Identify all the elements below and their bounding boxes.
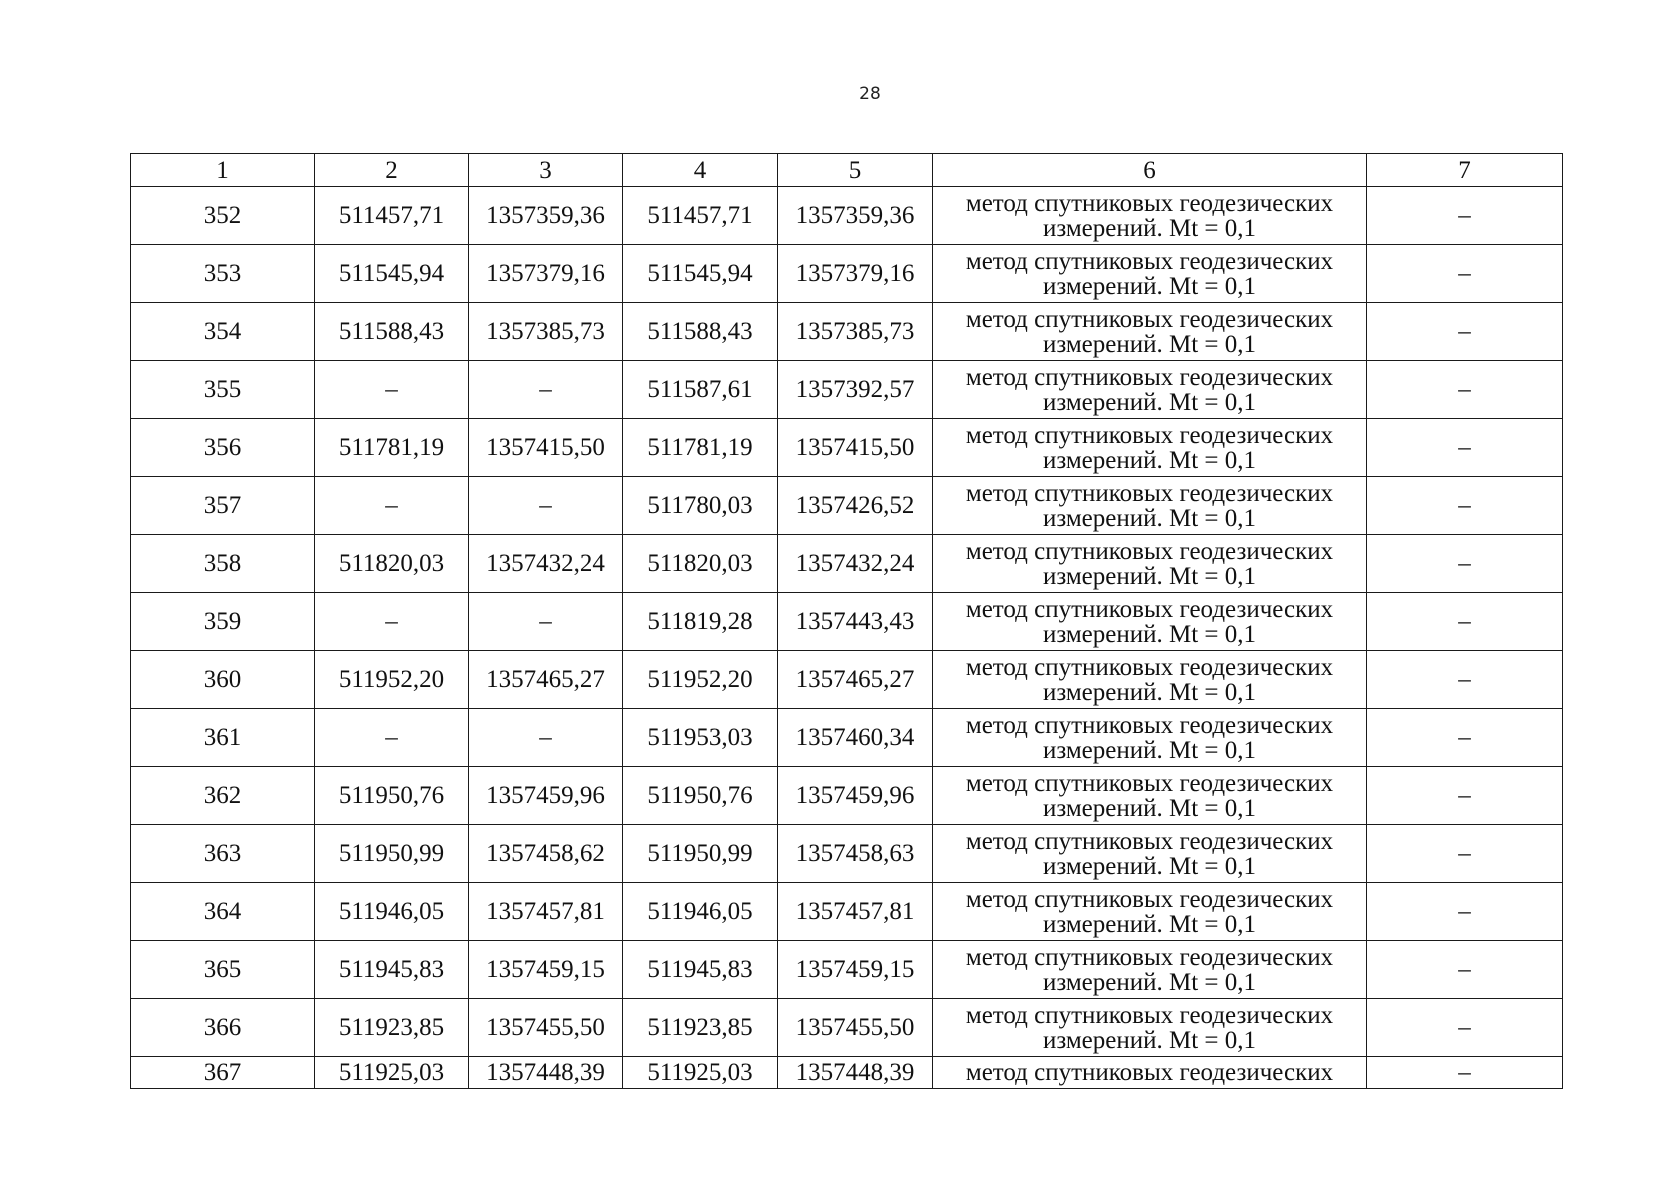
coordinate-cell: 511457,71: [315, 187, 469, 245]
method-cell: [933, 361, 1367, 419]
coordinate-cell: 1357379,16: [469, 245, 623, 303]
point-number-cell: 360: [131, 651, 315, 709]
method-line-1: метод спутниковых геодезических: [965, 305, 1334, 333]
coordinate-cell: 1357443,43: [778, 593, 933, 651]
point-number-cell: 353: [131, 245, 315, 303]
coordinate-cell: 511781,19: [315, 419, 469, 477]
method-line-2: измерений. Mt = 0,1: [1042, 852, 1257, 880]
method-line-1: метод спутниковых геодезических: [965, 1001, 1334, 1029]
method-line-2: измерений. Mt = 0,1: [1042, 910, 1257, 938]
column-7-cell: –: [1367, 535, 1563, 593]
method-line-1: метод спутниковых геодезических: [965, 189, 1334, 217]
coordinate-cell: 1357415,50: [778, 419, 933, 477]
coordinate-cell: 1357379,16: [778, 245, 933, 303]
method-line-1: метод спутниковых геодезических: [965, 537, 1334, 565]
coordinate-cell: 1357455,50: [778, 999, 933, 1057]
column-7-cell: –: [1367, 651, 1563, 709]
column-header: 6: [933, 154, 1367, 187]
coordinate-cell: 511545,94: [623, 245, 778, 303]
column-header: 4: [623, 154, 778, 187]
method-cell: [933, 419, 1367, 477]
method-line-1: метод спутниковых геодезических: [965, 827, 1334, 855]
column-7-cell: –: [1367, 941, 1563, 999]
coordinate-cell: 1357457,81: [469, 883, 623, 941]
method-line-1: метод спутниковых геодезических: [965, 653, 1334, 681]
coordinate-cell: 511950,76: [623, 767, 778, 825]
method-line-1: метод спутниковых геодезических: [965, 943, 1334, 971]
coordinates-table: [130, 153, 1563, 1089]
table-row: [131, 883, 1563, 941]
coordinate-cell: 511950,99: [623, 825, 778, 883]
method-cell: [933, 593, 1367, 651]
method-cell: [933, 187, 1367, 245]
coordinate-cell: 511781,19: [623, 419, 778, 477]
table-row: [131, 651, 1563, 709]
method-cell: [933, 1057, 1367, 1089]
coordinate-cell: 1357415,50: [469, 419, 623, 477]
coordinate-cell: 511946,05: [315, 883, 469, 941]
column-7-cell: –: [1367, 825, 1563, 883]
coordinate-cell: 1357458,62: [469, 825, 623, 883]
method-line-2: измерений. Mt = 0,1: [1042, 1026, 1257, 1054]
point-number-cell: 357: [131, 477, 315, 535]
coordinate-cell: 1357448,39: [778, 1057, 933, 1089]
coordinate-cell: –: [315, 709, 469, 767]
method-line-2: измерений. Mt = 0,1: [1042, 620, 1257, 648]
method-cell: [933, 709, 1367, 767]
coordinate-cell: 1357426,52: [778, 477, 933, 535]
method-line-2: измерений. Mt = 0,1: [1042, 214, 1257, 242]
coordinate-cell: 1357459,96: [778, 767, 933, 825]
table-row: [131, 941, 1563, 999]
coordinate-cell: 511588,43: [623, 303, 778, 361]
point-number-cell: 358: [131, 535, 315, 593]
coordinate-cell: 1357458,63: [778, 825, 933, 883]
method-cell: [933, 883, 1367, 941]
method-line-1: метод спутниковых геодезических: [965, 247, 1334, 275]
method-line-1: метод спутниковых геодезических: [965, 1059, 1334, 1086]
point-number-cell: 359: [131, 593, 315, 651]
coordinate-cell: 511819,28: [623, 593, 778, 651]
column-7-cell: –: [1367, 883, 1563, 941]
coordinate-cell: 1357359,36: [778, 187, 933, 245]
coordinate-cell: 1357448,39: [469, 1057, 623, 1089]
method-line-1: метод спутниковых геодезических: [965, 885, 1334, 913]
table-row: [131, 477, 1563, 535]
coordinate-cell: –: [469, 477, 623, 535]
table-row: [131, 303, 1563, 361]
coordinate-cell: –: [469, 709, 623, 767]
table-row: [131, 245, 1563, 303]
column-7-cell: –: [1367, 187, 1563, 245]
column-7-cell: –: [1367, 593, 1563, 651]
point-number-cell: 354: [131, 303, 315, 361]
coordinate-cell: 1357457,81: [778, 883, 933, 941]
coordinate-cell: 511925,03: [315, 1057, 469, 1089]
table-row: [131, 825, 1563, 883]
column-7-cell: –: [1367, 1057, 1563, 1089]
table-row: [131, 767, 1563, 825]
method-cell: [933, 303, 1367, 361]
column-7-cell: –: [1367, 709, 1563, 767]
table-row: [131, 1057, 1563, 1089]
coordinate-cell: 511953,03: [623, 709, 778, 767]
coordinate-cell: 511946,05: [623, 883, 778, 941]
method-line-2: измерений. Mt = 0,1: [1042, 272, 1257, 300]
column-7-cell: –: [1367, 767, 1563, 825]
coordinate-cell: 1357465,27: [469, 651, 623, 709]
coordinate-cell: 1357459,15: [469, 941, 623, 999]
point-number-cell: 362: [131, 767, 315, 825]
method-cell: [933, 245, 1367, 303]
point-number-cell: 352: [131, 187, 315, 245]
table-header-row: [131, 154, 1563, 187]
coordinate-cell: 511950,76: [315, 767, 469, 825]
method-line-1: метод спутниковых геодезических: [965, 711, 1334, 739]
coordinate-cell: 511950,99: [315, 825, 469, 883]
coordinate-cell: 511457,71: [623, 187, 778, 245]
table-body: [131, 187, 1563, 1089]
coordinate-cell: 511952,20: [315, 651, 469, 709]
method-cell: [933, 999, 1367, 1057]
method-line-1: метод спутниковых геодезических: [965, 769, 1334, 797]
coordinate-cell: 1357460,34: [778, 709, 933, 767]
coordinate-cell: 1357385,73: [469, 303, 623, 361]
coordinate-cell: 511545,94: [315, 245, 469, 303]
table-row: [131, 593, 1563, 651]
column-7-cell: –: [1367, 419, 1563, 477]
coordinate-cell: 1357459,96: [469, 767, 623, 825]
coordinate-cell: 511588,43: [315, 303, 469, 361]
coordinate-cell: 1357465,27: [778, 651, 933, 709]
column-header: 7: [1367, 154, 1563, 187]
coordinate-cell: 1357392,57: [778, 361, 933, 419]
method-cell: [933, 941, 1367, 999]
method-cell: [933, 477, 1367, 535]
coordinate-cell: 511945,83: [623, 941, 778, 999]
point-number-cell: 361: [131, 709, 315, 767]
coordinate-cell: –: [469, 361, 623, 419]
column-header: 2: [315, 154, 469, 187]
table-row: [131, 419, 1563, 477]
method-line-1: метод спутниковых геодезических: [965, 479, 1334, 507]
coordinate-cell: –: [315, 593, 469, 651]
method-line-2: измерений. Mt = 0,1: [1042, 330, 1257, 358]
point-number-cell: 363: [131, 825, 315, 883]
method-line-2: измерений. Mt = 0,1: [1042, 388, 1257, 416]
column-header: 1: [131, 154, 315, 187]
point-number-cell: 367: [131, 1057, 315, 1089]
method-cell: [933, 651, 1367, 709]
column-header: 3: [469, 154, 623, 187]
method-line-2: измерений. Mt = 0,1: [1042, 446, 1257, 474]
method-line-1: метод спутниковых геодезических: [965, 363, 1334, 391]
column-header: 5: [778, 154, 933, 187]
method-line-2: измерений. Mt = 0,1: [1042, 562, 1257, 590]
method-line-2: измерений. Mt = 0,1: [1042, 968, 1257, 996]
coordinate-cell: 511925,03: [623, 1057, 778, 1089]
method-line-2: измерений. Mt = 0,1: [1042, 678, 1257, 706]
table-row: [131, 361, 1563, 419]
method-line-1: метод спутниковых геодезических: [965, 421, 1334, 449]
point-number-cell: 365: [131, 941, 315, 999]
point-number-cell: 366: [131, 999, 315, 1057]
table-row: [131, 187, 1563, 245]
coordinate-cell: 511923,85: [315, 999, 469, 1057]
coordinate-cell: 511923,85: [623, 999, 778, 1057]
coordinate-cell: 1357359,36: [469, 187, 623, 245]
coordinate-cell: 1357459,15: [778, 941, 933, 999]
column-7-cell: –: [1367, 303, 1563, 361]
method-line-1: метод спутниковых геодезических: [965, 595, 1334, 623]
coordinate-cell: 1357455,50: [469, 999, 623, 1057]
page-number: 28: [859, 84, 881, 104]
method-cell: [933, 535, 1367, 593]
method-line-2: измерений. Mt = 0,1: [1042, 736, 1257, 764]
coordinate-cell: 511780,03: [623, 477, 778, 535]
point-number-cell: 355: [131, 361, 315, 419]
method-line-2: измерений. Mt = 0,1: [1042, 794, 1257, 822]
column-7-cell: –: [1367, 999, 1563, 1057]
column-7-cell: –: [1367, 245, 1563, 303]
table-row: [131, 999, 1563, 1057]
point-number-cell: 364: [131, 883, 315, 941]
coordinate-cell: –: [315, 477, 469, 535]
coordinate-cell: 511952,20: [623, 651, 778, 709]
column-7-cell: –: [1367, 477, 1563, 535]
table-row: [131, 709, 1563, 767]
coordinate-cell: 511587,61: [623, 361, 778, 419]
coordinate-cell: 1357432,24: [778, 535, 933, 593]
table-row: [131, 535, 1563, 593]
coordinate-cell: 511820,03: [315, 535, 469, 593]
method-cell: [933, 825, 1367, 883]
coordinate-cell: 511945,83: [315, 941, 469, 999]
column-7-cell: –: [1367, 361, 1563, 419]
coordinate-cell: 1357385,73: [778, 303, 933, 361]
point-number-cell: 356: [131, 419, 315, 477]
coordinate-cell: 1357432,24: [469, 535, 623, 593]
method-line-2: измерений. Mt = 0,1: [1042, 504, 1257, 532]
method-cell: [933, 767, 1367, 825]
coordinate-cell: –: [469, 593, 623, 651]
coordinate-cell: –: [315, 361, 469, 419]
coordinate-cell: 511820,03: [623, 535, 778, 593]
